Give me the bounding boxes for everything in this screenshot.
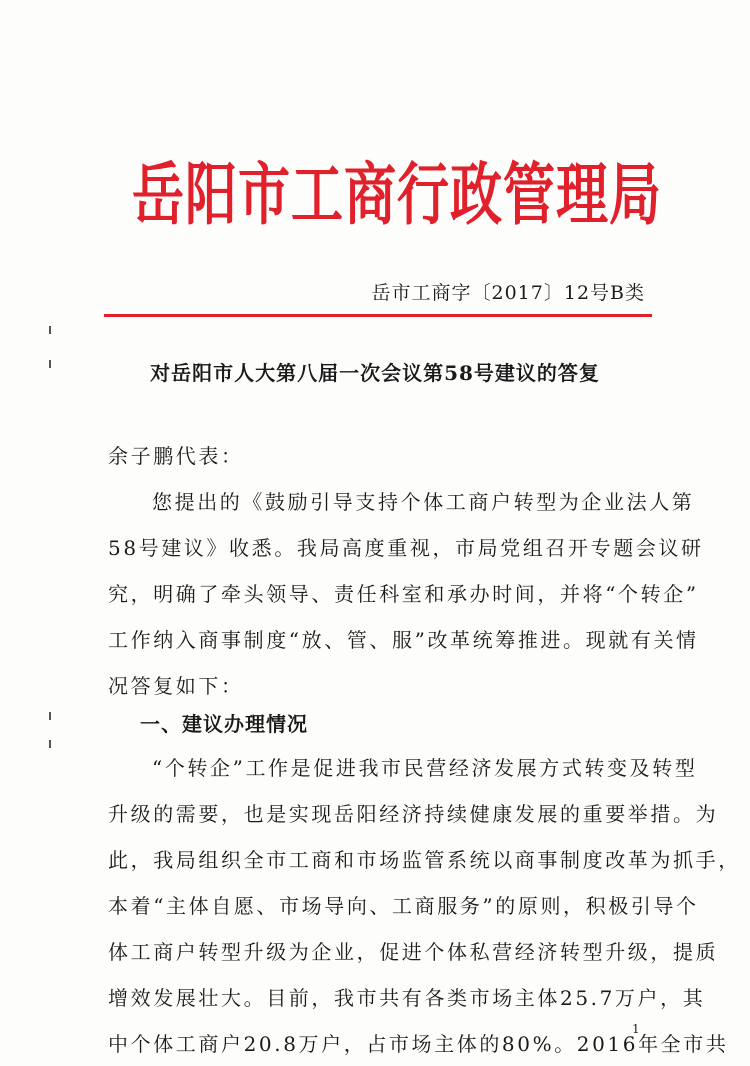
paragraph-line: 增效发展壮大。目前，我市共有各类市场主体25.7万户，其: [108, 986, 706, 1010]
letterhead-title: 岳阳市工商行政管理局: [132, 155, 663, 235]
binding-mark: [49, 326, 51, 334]
paragraph-line: “个转企”工作是促进我市民营经济发展方式转变及转型: [152, 756, 698, 780]
salutation: 余子鹏代表：: [108, 444, 244, 468]
paragraph-line: 中个体工商户20.8万户，占市场主体的80%。2016年全市共: [108, 1032, 729, 1056]
section-title: 一、建议办理情况: [140, 712, 308, 736]
document-heading: 对岳阳市人大第八届一次会议第58号建议的答复: [150, 361, 600, 385]
document-number: 岳市工商字〔2017〕12号B类: [371, 282, 645, 304]
paragraph-line: 58号建议》收悉。我局高度重视，市局党组召开专题会议研: [108, 536, 704, 560]
paragraph-line: 工作纳入商事制度“放、管、服”改革统筹推进。现就有关情: [108, 628, 699, 652]
paragraph-line: 此，我局组织全市工商和市场监管系统以商事制度改革为抓手，: [108, 848, 741, 872]
paragraph-line: 况答复如下：: [108, 674, 244, 698]
letterhead-divider: [104, 314, 652, 317]
paragraph-line: 本着“主体自愿、市场导向、工商服务”的原则，积极引导个: [108, 894, 699, 918]
paragraph-line: 究，明确了牵头领导、责任科室和承办时间，并将“个转企”: [108, 582, 699, 606]
page-number: 1: [632, 1022, 640, 1036]
paragraph-line: 体工商户转型升级为企业，促进个体私营经济转型升级，提质: [108, 940, 719, 964]
paragraph-line: 升级的需要，也是实现岳阳经济持续健康发展的重要举措。为: [108, 802, 719, 826]
binding-mark: [49, 712, 51, 720]
binding-mark: [49, 740, 51, 748]
paragraph-line: 您提出的《鼓励引导支持个体工商户转型为企业法人第: [152, 490, 695, 514]
